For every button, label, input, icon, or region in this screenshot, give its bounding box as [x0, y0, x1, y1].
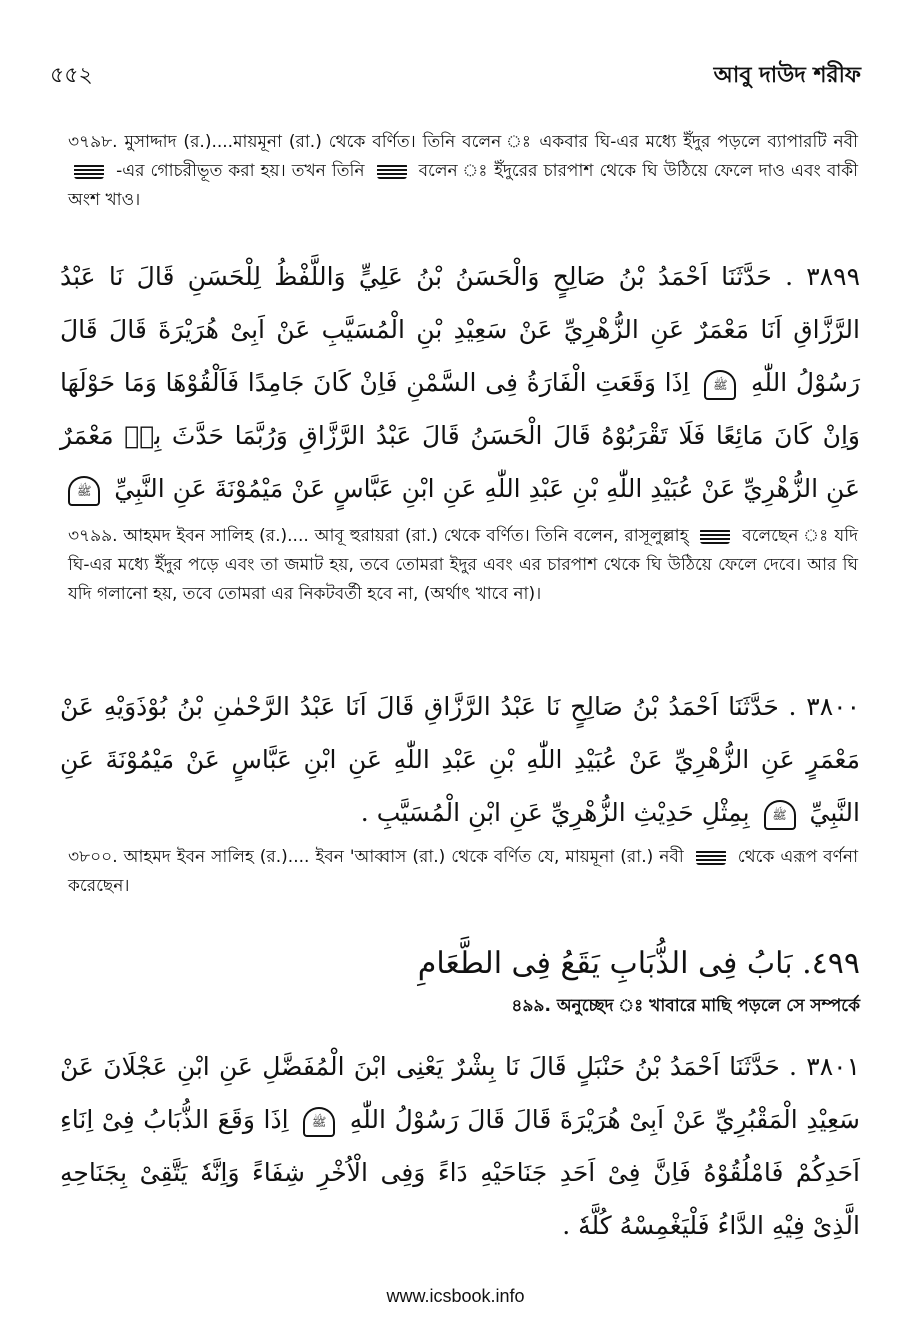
- page-number: ৫৫২: [50, 63, 93, 88]
- arabic-text: اِذَا وَقَعَتِ الْفَارَةُ فِى السَّمْنِ فَاِنْ كَانَ جَامِدًا فَاَلْقُوْهَا وَمَا حَوْلَهَا وَاِنْ كَانَ مَائِعًا فَلَا تَقْرَبُوْهُ قَالَ الْحَسَنُ قَالَ عَبْدُ الرَّزَّاقِ وَرُبَّمَا حَدَّثَ بِهٖ مَعْمَرٌ عَنِ الزُّهْرِيِّ عَنْ عُبَيْدِ اللّٰهِ بْنِ عَبْدِ اللّٰهِ عَنِ ابْنِ عَبَّاسٍ عَنْ مَيْمُوْنَةَ عَنِ النَّبِيِّ: [60, 368, 860, 503]
- hadith-3801-arabic: [60, 1040, 860, 1252]
- arabic-text: اِذَا وَقَعَ الذُّبَابُ فِىْ اِنَاءِ اَحَدِكُمْ فَامْلُقُوْهُ فَاِنَّ فِىْ اَحَدِ جَنَاحَيْهِ دَاءً وَفِى الْاُخْرِ شِفَاءً وَاِنَّهٗ يَتَّقِىْ بِجَنَاحِهِ الَّذِىْ فِيْهِ الدَّاءُ فَلْيَغْمِسْهُ كُلَّهٗ .: [60, 1105, 860, 1240]
- translation-text: ৩৭৯৮. মুসাদ্দাদ (র.)....মায়মূনা (রা.) থেকে বর্ণিত। তিনি বলেন ঃ একবার ঘি-এর মধ্যে ইঁদুর পড়লে ব্যাপারটি নবী: [68, 132, 858, 152]
- salawat-icon: [696, 849, 726, 865]
- translation-text: ৩৭৯৯. আহমদ ইবন সালিহ (র.).... আবূ হুরায়রা (রা.) থেকে বর্ণিত। তিনি বলেন, রাসূলুল্লাহ্: [68, 526, 689, 546]
- hadith-3800-arabic: [60, 680, 860, 839]
- book-title: আবু দাউদ শরীফ: [713, 63, 861, 88]
- chapter-heading-arabic: ٤٩٩. بَابُ فِى الذُّبَابِ يَقَعُ فِى الطَّعَامِ: [417, 946, 860, 981]
- hadith-3800-translation: [68, 843, 858, 901]
- arabic-text: ٣٨٠٠ . حَدَّثَنَا اَحْمَدُ بْنُ صَالِحٍ نَا عَبْدُ الرَّزَّاقِ قَالَ اَنَا عَبْدُ الرَّحْمٰنِ بْنُ بُوْذَوَيْهِ عَنْ مَعْمَرٍ عَنِ الزُّهْرِيِّ عَنْ عُبَيْدِ اللّٰهِ بْنِ عَبْدِ اللّٰهِ عَنِ ابْنِ عَبَّاسٍ عَنْ مَيْمُوْنَةَ عَنِ النَّبِيِّ: [60, 692, 860, 827]
- arabic-text: بِمِثْلِ حَدِيْثِ الزُّهْرِيِّ عَنِ ابْنِ الْمُسَيَّبِ .: [360, 798, 750, 827]
- salawat-icon: ﷺ: [764, 800, 796, 830]
- salawat-icon: [700, 528, 730, 544]
- salawat-icon: [74, 163, 104, 179]
- chapter-heading-bangla: ৪৯৯. অনুচ্ছেদ ঃ খাবারে মাছি পড়লে সে সম্পর্কে: [511, 996, 860, 1016]
- salawat-icon: ﷺ: [303, 1107, 335, 1137]
- footer-url[interactable]: www.icsbook.info: [386, 1286, 525, 1306]
- translation-text: বলেছেন ঃ যদি ঘি-এর মধ্যে ইঁদুর পড়ে এবং তা জমাট হয়, তবে তোমরা ইদুর এবং এর চারপাশ থেকে ঘি উঠিয়ে ফেলে দেবে। আর ঘি যদি গলানো হয়, তবে তোমরা এর নিকটবর্তী হবে না, (অর্থাৎ খাবে না)।: [68, 526, 858, 604]
- hadith-3799-arabic: [60, 250, 860, 515]
- salawat-icon: [377, 163, 407, 179]
- arabic-text: ٣٨٩٩ . حَدَّثَنَا اَحْمَدُ بْنُ صَالِحٍ وَالْحَسَنُ بْنُ عَلِيٍّ وَاللَّفْظُ لِلْحَسَنِ قَالَ نَا عَبْدُ الرَّزَّاقِ اَنَا مَعْمَرٌ عَنِ الزُّهْرِيِّ عَنْ سَعِيْدِ بْنِ الْمُسَيَّبِ عَنْ اَبِىْ هُرَيْرَةَ قَالَ قَالَ رَسُوْلُ اللّٰهِ: [60, 262, 861, 397]
- translation-text: বলেন ঃ ইঁদুরের চারপাশ থেকে ঘি উঠিয়ে ফেলে দাও এবং বাকী অংশ খাও।: [68, 161, 858, 210]
- translation-text: ৩৮০০. আহমদ ইবন সালিহ (র.).... ইবন 'আব্বাস (রা.) থেকে বর্ণিত যে, মায়মূনা (রা.) নবী: [68, 847, 684, 867]
- arabic-text: ٣٨٠١ . حَدَّثَنَا اَحْمَدُ بْنُ حَنْبَلٍ قَالَ نَا بِشْرٌ يَعْنِى ابْنَ الْمُفَضَّلِ عَنِ ابْنِ عَجْلَانَ عَنْ سَعِيْدِ الْمَقْبُرِيِّ عَنْ اَبِىْ هُرَيْرَةَ قَالَ قَالَ رَسُوْلُ اللّٰهِ: [60, 1052, 860, 1134]
- translation-text: থেকে এরূপ বর্ণনা করেছেন।: [68, 847, 858, 896]
- page-header: [50, 58, 861, 88]
- hadith-3798-translation: [68, 128, 858, 215]
- salawat-icon: ﷺ: [68, 476, 100, 506]
- hadith-3799-translation: [68, 522, 858, 609]
- salawat-icon: ﷺ: [704, 370, 736, 400]
- translation-text: -এর গোচরীভূত করা হয়। তখন তিনি: [116, 161, 365, 181]
